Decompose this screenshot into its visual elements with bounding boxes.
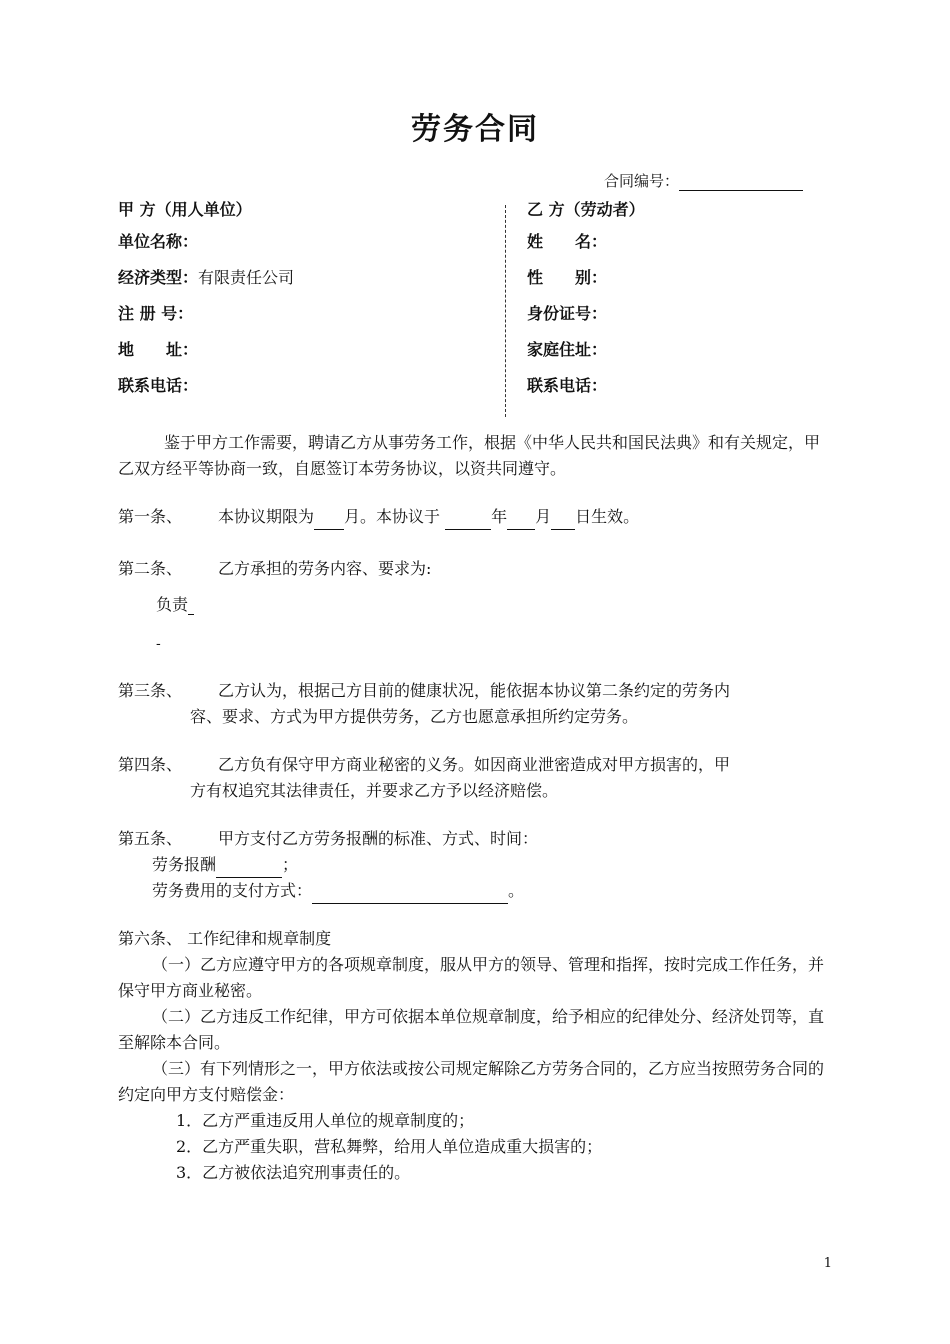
contract-number-label: 合同编号： [604, 172, 680, 190]
party-a-heading: 甲 方（用人单位） [118, 200, 252, 219]
party-b-row: 家庭住址： [527, 340, 608, 359]
payment-method-line: 劳务费用的支付方式： 。 [118, 878, 832, 904]
year-blank [445, 511, 491, 530]
clause-1: 第一条、 本协议期限为 月。本协议于 年 月 日生效。 [118, 504, 832, 530]
document-title: 劳务合同 [411, 112, 539, 147]
party-a-row: 经济类型：有限责任公司 [118, 268, 295, 287]
party-b-row: 联系电话： [527, 376, 608, 395]
party-b-section [527, 196, 645, 404]
clause-number: 第二条、 [118, 559, 183, 578]
clause-6 [118, 926, 832, 1186]
page-number: 1 [823, 1256, 832, 1271]
clause-5: 第五条、 甲方支付乙方劳务报酬的标准、方式、时间： 劳务报酬 ； 劳务费用的支付方式： 。 [118, 826, 832, 904]
month-blank [507, 511, 535, 530]
clause-6-item: （三）有下列情形之一，甲方依法或按公司规定解除乙方劳务合同的，乙方应当按照劳务合同的约定向甲方支付赔偿金： [118, 1059, 825, 1104]
party-a-row: 联系电话： [118, 376, 199, 395]
party-a-row: 地 址： [118, 340, 199, 359]
contract-number-blank [679, 174, 803, 191]
clause-number: 第一条、 [118, 507, 183, 526]
clause-6-heading: 第六条、 工作纪律和规章制度 [118, 929, 332, 948]
clause-6-list-item: 1．乙方严重违反用人单位的规章制度的； [176, 1111, 475, 1130]
party-b-row: 性 别： [527, 268, 608, 287]
remuneration-blank [216, 859, 282, 878]
clause-6-list-item: 3．乙方被依法追究刑事责任的。 [176, 1163, 411, 1182]
clause-6-item: （二）乙方违反工作纪律，甲方可依据本单位规章制度，给予相应的纪律处分、经济处罚等，直至解除本合同。 [118, 1007, 825, 1052]
party-b-row: 身份证号： [527, 304, 608, 323]
clause-4: 第四条、 乙方负有保守甲方商业秘密的义务。如因商业泄密造成对甲方损害的，甲 方有权追究其法律责任，并要求乙方予以经济赔偿。 [118, 752, 832, 804]
clause-number: 第三条、 [118, 681, 183, 700]
economic-type-value: 有限责任公司 [198, 268, 295, 287]
day-blank [551, 511, 575, 530]
intro-paragraph: 鉴于甲方工作需要，聘请乙方从事劳务工作，根据《中华人民共和国民法典》和有关规定，甲乙双方经平等协商一致，自愿签订本劳务协议，以资共同遵守。 [118, 433, 821, 478]
clause-6-item: （一）乙方应遵守甲方的各项规章制度，服从甲方的领导、管理和指挥，按时完成工作任务，并保守甲方商业秘密。 [118, 955, 825, 1000]
clause-number: 第四条、 [118, 755, 183, 774]
contract-number [604, 170, 803, 191]
term-months-blank [314, 511, 344, 530]
party-b-row: 姓 名： [527, 232, 608, 251]
party-a-row: 注 册 号： [118, 304, 194, 323]
duty-line: 负责 [156, 592, 194, 615]
payment-method-blank [312, 885, 508, 904]
party-a-section [118, 196, 294, 404]
duty-line-2: - [156, 636, 161, 652]
party-b-heading: 乙 方（劳动者） [527, 200, 645, 219]
clause-3: 第三条、 乙方认为，根据己方目前的健康状况，能依据本协议第二条约定的劳务内 容、要求、方式为甲方提供劳务，乙方也愿意承担所约定劳务。 [118, 678, 832, 730]
clause-2: 第二条、 乙方承担的劳务内容、要求为: [118, 556, 832, 582]
party-a-row: 单位名称： [118, 232, 199, 251]
clause-6-list-item: 2．乙方严重失职，营私舞弊，给用人单位造成重大损害的； [176, 1137, 603, 1156]
party-divider [505, 205, 506, 417]
clause-number: 第五条、 [118, 829, 183, 848]
remuneration-line: 劳务报酬 ； [118, 852, 832, 878]
